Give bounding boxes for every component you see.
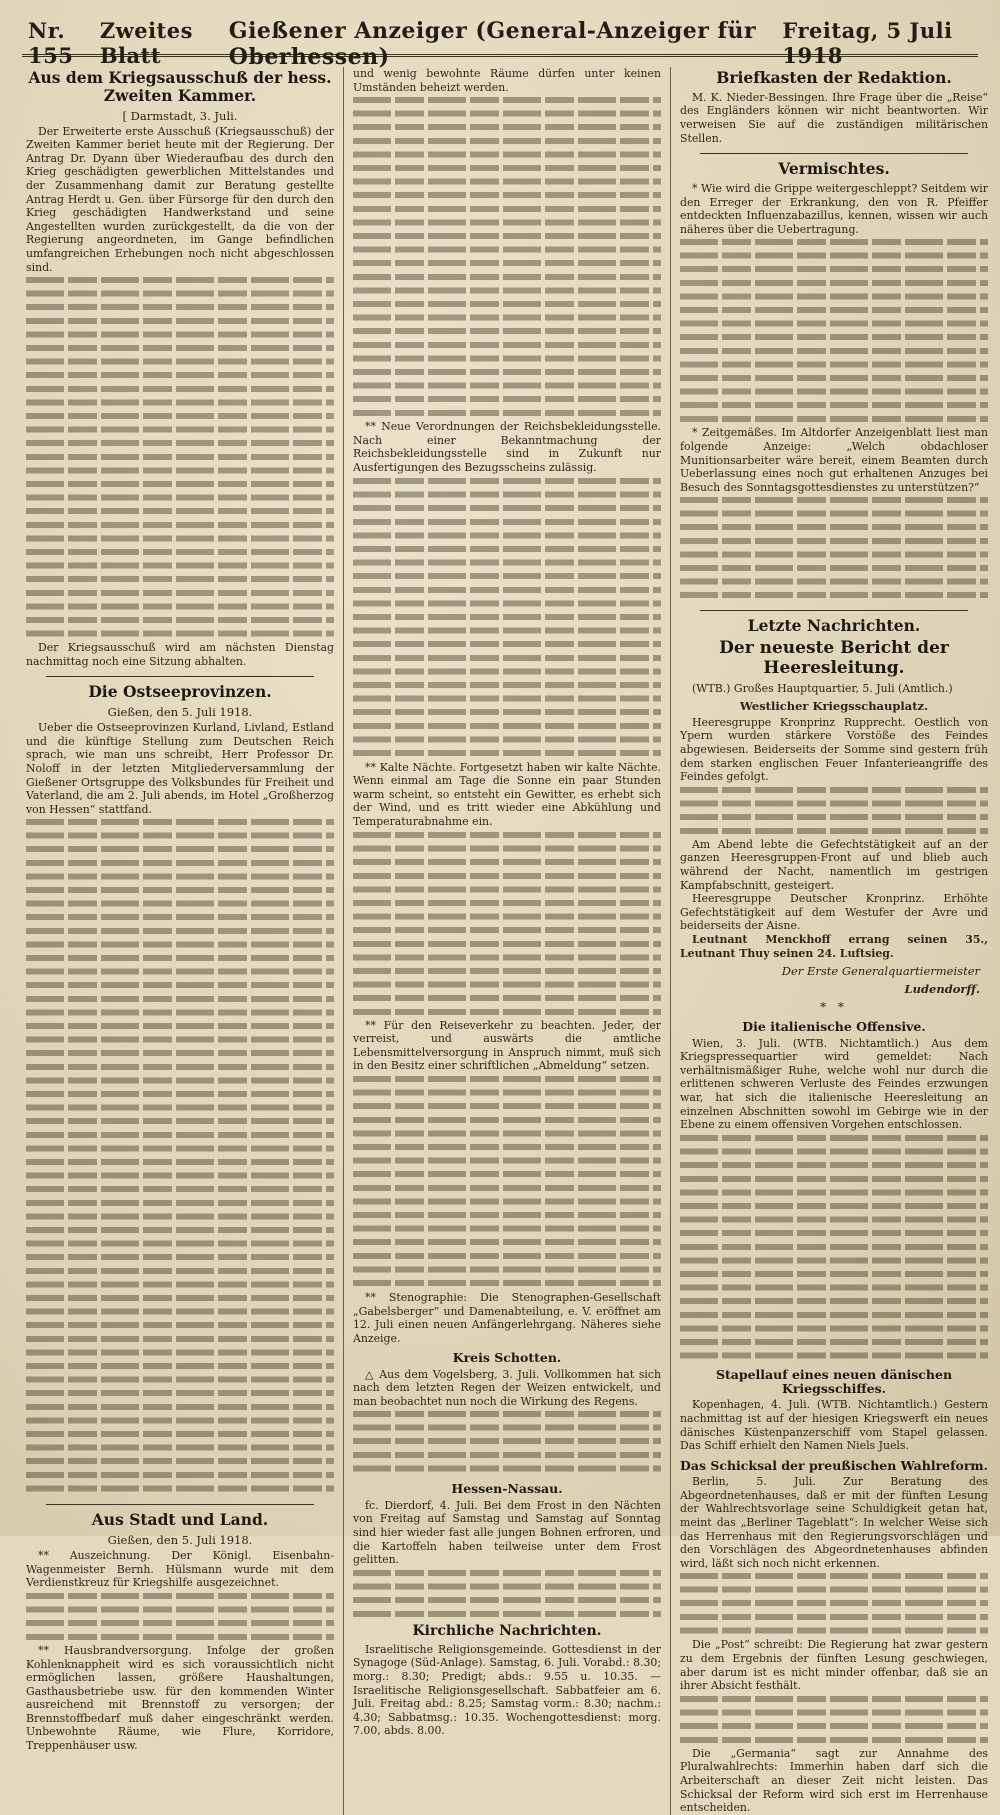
article-paragraph: Wien, 3. Juli. (WTB. Nichtamtlich.) Aus dem Kriegspressequartier wird gemeldet: Nach verhältnismäßiger Ruhe, welche wohl nur durch die erlittenen schweren Verluste des Feindes erzwungen war, hat sich die italienische Heeresleitung an einzelnen Abschnitten sowohl im Gebirge wie in der Ebene zu einem offensiven Vorgehen entschlossen. bbox=[680, 1036, 988, 1132]
section-asterisks: * * bbox=[820, 1000, 848, 1015]
column-2 bbox=[349, 67, 665, 1815]
headline-stadt-und-land: Aus Stadt und Land. bbox=[91, 1510, 269, 1530]
section-label: Zweites Blatt bbox=[99, 18, 193, 68]
article-paragraph: ** Stenographie: Die Stenographen-Gesellschaft „Gabelsberger“ und Damenabteilung, e. V. eröffnet am 12. Juli einen neuen Anfängerlehrgang. Näheres siehe Anzeige. bbox=[353, 1290, 661, 1345]
headline-vermischtes: Vermischtes. bbox=[778, 159, 890, 179]
issue-number: Nr. 155 bbox=[28, 18, 74, 68]
column-3 bbox=[676, 67, 992, 1815]
text-block bbox=[353, 475, 661, 761]
article-paragraph: Ueber die Ostseeprovinzen Kurland, Livland, Estland und die künftige Stellung zum Deutschen Reich sprach, wie man uns schreibt, Herr Professor Dr. Noloff in der letzten Mitgliederversammlung der Gießener Ortsgruppe des Volksbundes für Freiheit und Vaterland, die am 2. Juli abends, im Hotel „Großherzog von Hessen“ stattfand. bbox=[26, 721, 334, 816]
headline-hessen-nassau: Hessen-Nassau. bbox=[451, 1481, 563, 1497]
subheading-westlicher-kriegsschauplatz: Westlicher Kriegsschauplatz. bbox=[739, 698, 929, 713]
article-paragraph: Heeresgruppe Deutscher Kronprinz. Erhöhte Gefechtstätigkeit auf dem Westufer der Avre und beiderseits der Aisne. bbox=[680, 892, 988, 933]
text-block bbox=[26, 816, 334, 1496]
article-paragraph: Berlin, 5. Juli. Zur Beratung des Abgeordnetenhauses, daß er mit der fünften Lesung der Wahlrechtsvorlage seine Schuldigkeit getan hat, meint das „Berliner Tageblatt“: In welcher Weise sich das Herrenhaus mit den Regierungsvorschlägen und den Vorschlägen des Abgeordnetenhauses abfinden wird, läßt sich noch nicht erkennen. bbox=[680, 1475, 988, 1570]
article-paragraph: Der Kriegsausschuß wird am nächsten Dienstag nachmittag noch eine Sitzung abhalten. bbox=[26, 641, 334, 668]
headline-kriegsausschuss: Aus dem Kriegsausschuß der hess. Zweiten Kammer. bbox=[28, 68, 332, 105]
article-paragraph: * Zeitgemäßes. Im Altdorfer Anzeigenblatt liest man folgende Anzeige: „Welch obdachloser Munitionsarbeiter wäre bereit, einem Beamten durch Ueberlassung eines noch gut erhaltenen Anzuges bei Besuch des Sonntagsgottesdienstes zu unterstützen?“ bbox=[680, 426, 988, 494]
text-block bbox=[680, 1570, 988, 1638]
divider bbox=[700, 153, 968, 154]
text-block bbox=[680, 1693, 988, 1747]
divider bbox=[46, 1504, 314, 1505]
article-paragraph: Heeresgruppe Kronprinz Rupprecht. Oestlich von Ypern wurden stärkere Vorstöße des Feindes abgewiesen. Beiderseits der Somme sind gestern früh dem starken englischen Feuer Infanterieangriffe des Feindes gefolgt. bbox=[680, 715, 988, 784]
text-block bbox=[353, 1408, 661, 1476]
text-block bbox=[680, 494, 988, 602]
article-paragraph: Am Abend lebte die Gefechtstätigkeit auf an der ganzen Heeresgruppen-Front auf und blieb auch während der Nacht, namentlich im gestrigen Kampfabschnitt, gesteigert. bbox=[680, 837, 988, 892]
article-paragraph: Leutnant Menckhoff errang seinen 35., Leutnant Thuy seinen 24. Luftsieg. bbox=[680, 932, 988, 960]
article-paragraph: fc. Dierdorf, 4. Juli. Bei dem Frost in den Nächten von Freitag auf Samstag und Samstag auf Sonntag sind hier wieder fast alle jungen Bohnen erfroren, und die Kartoffeln haben teilweise unter dem Frost gelitten. bbox=[353, 1498, 661, 1567]
divider bbox=[700, 610, 968, 611]
columns bbox=[22, 67, 988, 1815]
headline-briefkasten: Briefkasten der Redaktion. bbox=[716, 68, 952, 87]
headline-ostseeprovinzen: Die Ostseeprovinzen. bbox=[88, 682, 272, 702]
text-block bbox=[26, 1590, 334, 1644]
text-block bbox=[353, 94, 661, 420]
article-paragraph: ** Hausbrandversorgung. Infolge der großen Kohlenknappheit wird es sich voraussichtlich nicht ermöglichen lassen, größere Haushaltungen, Gasthausbetriebe usw. für den kommenden Winter ausreichend mit Brennstoff zu versorgen; der Brennstoffbedarf muß daher eingeschränkt werden. Unbewohnte Räume, wie Flure, Korridore, Treppenhäuser usw. bbox=[26, 1643, 334, 1753]
article-paragraph: Kopenhagen, 4. Juli. (WTB. Nichtamtlich.) Gestern nachmittag ist auf der hiesigen Kriegswerft ein neues dänisches Küstenpanzerschiff vom Stapel gelassen. Das Schiff erhielt den Namen Niels Juels. bbox=[680, 1398, 988, 1453]
issue-date: Freitag, 5 Juli 1918 bbox=[782, 18, 953, 68]
article-paragraph: ** Kalte Nächte. Fortgesetzt haben wir kalte Nächte. Wenn einmal am Tage die Sonne ein paar Stunden warm scheint, so entsteht ein Gewitter, es erhebt sich der Wind, und es tritt wieder eine Abkühlung und Temperaturabnahme ein. bbox=[353, 760, 661, 828]
column-1 bbox=[22, 67, 338, 1815]
text-block bbox=[680, 236, 988, 426]
dateline: Gießen, den 5. Juli 1918. bbox=[107, 1533, 253, 1548]
article-paragraph: △ Aus dem Vogelsberg, 3. Juli. Vollkommen hat sich nach dem letzten Regen der Weizen entwickelt, und man beobachtet nun noch die Wirkung des Regens. bbox=[353, 1367, 661, 1408]
newspaper-title: Gießener Anzeiger (General-Anzeiger für Oberhessen) bbox=[228, 18, 757, 70]
article-paragraph: und wenig bewohnte Räume dürfen unter keinen Umständen beheizt werden. bbox=[353, 67, 661, 94]
dateline: [ Darmstadt, 3. Juli. bbox=[122, 108, 238, 123]
headline-kreis-schotten: Kreis Schotten. bbox=[452, 1350, 562, 1366]
text-block bbox=[680, 784, 988, 838]
masthead bbox=[22, 18, 978, 70]
article-paragraph: ** Neue Verordnungen der Reichsbekleidungsstelle. Nach einer Bekanntmachung der Reichsbekleidungsstelle sind in Zukunft nur Ausfertigungen des Bezugsscheins zulässig. bbox=[353, 420, 661, 474]
headline-italienische-offensive: Die italienische Offensive. bbox=[742, 1019, 926, 1035]
divider bbox=[46, 676, 314, 677]
article-paragraph: ** Für den Reiseverkehr zu beachten. Jeder, der verreist, und auswärts die amtliche Lebensmittelversorgung in Anspruch nimmt, muß sich in den Besitz einer schriftlichen „Abmeldung“ setzen. bbox=[353, 1018, 661, 1073]
signature-title: Der Erste Generalquartiermeister bbox=[781, 964, 980, 979]
text-block bbox=[353, 1567, 661, 1621]
article-paragraph: M. K. Nieder-Bessingen. Ihre Frage über die „Reise“ des Engländers können wir nicht beantworten. Wir verweisen Sie auf die zuständigen militärischen Stellen. bbox=[680, 90, 988, 145]
dateline: Gießen, den 5. Juli 1918. bbox=[107, 705, 253, 720]
text-block bbox=[353, 829, 661, 1019]
article-paragraph: (WTB.) Großes Hauptquartier, 5. Juli (Amtlich.) bbox=[692, 682, 953, 696]
article-paragraph: Die „Post“ schreibt: Die Regierung hat zwar gestern zu dem Ergebnis der fünften Lesung geschwiegen, aber darum ist es nicht minder offenbar, daß sie an ihrer Absicht festhält. bbox=[680, 1638, 988, 1693]
article-paragraph: Die „Germania“ sagt zur Annahme des Pluralwahlrechts: Immerhin haben darf sich die Arbeiterschaft an dieser Zeit nicht leisten. Das Schicksal der Reform wird sich erst im Herrenhause entscheiden. bbox=[680, 1746, 988, 1815]
headline-heeresleitung: Der neueste Bericht der Heeresleitung. bbox=[719, 638, 949, 678]
headline-kirchliche-nachrichten: Kirchliche Nachrichten. bbox=[412, 1622, 602, 1639]
headline-wahlreform: Das Schicksal der preußischen Wahlreform. bbox=[680, 1457, 988, 1473]
headline-stapellauf: Stapellauf eines neuen dänischen Kriegsschiffes. bbox=[715, 1366, 953, 1397]
text-block bbox=[680, 1132, 988, 1362]
headline-letzte-nachrichten: Letzte Nachrichten. bbox=[747, 616, 921, 636]
article-paragraph: * Wie wird die Grippe weitergeschleppt? Seitdem wir den Erreger der Erkrankung, den von R. Pfeiffer entdeckten Influenzabazillus, kennen, wissen wir auch näheres über die Uebertragung. bbox=[680, 182, 988, 236]
article-paragraph: ** Auszeichnung. Der Königl. Eisenbahn-Wagenmeister Bernh. Hülsmann wurde mit dem Verdienstkreuz für Kriegshilfe ausgezeichnet. bbox=[26, 1549, 334, 1590]
text-block bbox=[353, 1073, 661, 1291]
signature-name: Ludendorff. bbox=[904, 982, 980, 997]
text-block bbox=[26, 274, 334, 641]
article-paragraph: Der Erweiterte erste Ausschuß (Kriegsausschuß) der Zweiten Kammer beriet heute mit der Regierung. Der Antrag Dr. Dyann über Wiederaufbau des durch den Krieg geschädigten gewerblichen Mittelstandes und der Zusammenhang damit zur Beratung gestellte Antrag Herdt u. Gen. über Fürsorge für den durch den Krieg geschädigten Handwerkstand und seine Angestellten wurden zurückgestellt, da die von der Regierung angeordneten, im Gange befindlichen umfangreichen Erhebungen noch nicht abgeschlossen sind. bbox=[26, 124, 334, 274]
article-paragraph: Israelitische Religionsgemeinde. Gottesdienst in der Synagoge (Süd-Anlage). Samstag, 6. Juli. Vorabd.: 8.30; morg.: 8.30; Predigt; abds.: 9.55 u. 10.35. — Israelitische Religionsgesellschaft. Sabbatfeier am 6. Juli. Freitag abd.: 8.25; Samstag vorm.: 8.30; nachm.: 4.30; Sabbatmsg.: 10.35. Wochengottesdienst: morg. 7.00, abds. 8.00. bbox=[353, 1642, 661, 1738]
